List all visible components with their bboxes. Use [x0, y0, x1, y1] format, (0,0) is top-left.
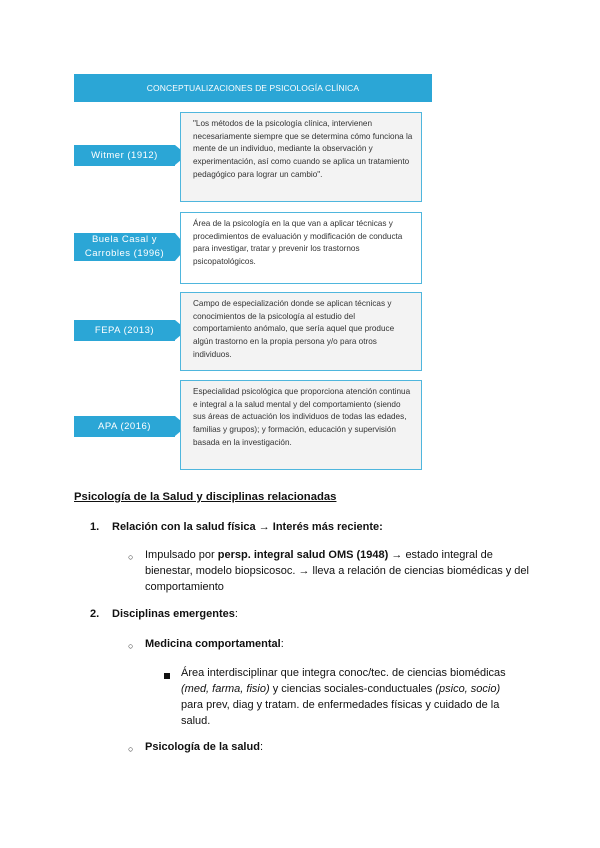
square-bullet — [164, 673, 170, 679]
label-witmer: Witmer (1912) — [74, 145, 175, 166]
definition-apa: Especialidad psicológica que proporciona atención continua e integral a la salud mental y del comportamiento (siendo sus áreas de actuación los individuos de todas las edades, familias y grupos); y formación, educación y supervisión basada en la investigación. — [180, 380, 422, 470]
label-buela-casal: Buela Casal y Carrobles (1996) — [74, 233, 175, 261]
circle-bullet: ○ — [128, 641, 134, 651]
label-apa: APA (2016) — [74, 416, 175, 437]
list-number-2: 2. — [90, 608, 100, 620]
diagram-title: CONCEPTUALIZACIONES DE PSICOLOGÍA CLÍNICA — [74, 74, 432, 102]
detail-t3: para prev, diag y tratam. de enfermedades físicas y cuidado de la salud. — [181, 698, 500, 727]
detail-i2: (psico, socio) — [435, 682, 501, 695]
detail-t1: Área interdisciplinar que integra conoc/tec. de ciencias biomédicas — [181, 667, 506, 679]
detail-t2: y ciencias sociales-conductuales — [269, 682, 436, 695]
list-number-1: 1. — [90, 521, 100, 533]
list-subitem-1 — [145, 548, 530, 596]
list-subitem-psicologia-salud — [145, 740, 530, 756]
definition-witmer: "Los métodos de la psicología clínica, intervienen necesariamente siempre que se determina cómo funciona la mente de un individuo, mediante la observación y experimentación, así como cuando se aplica un tratamiento pedagógico para lograr un cambio". — [180, 112, 422, 202]
sub-post: → estado integral de bienestar, modelo biopsicosoc. → lleva a relación de ciencias biomédicas y del comportamiento — [145, 549, 529, 593]
item2-bold: Disciplinas emergentes — [112, 608, 235, 620]
medicina-rest: : — [280, 638, 284, 650]
item1-rest: más reciente: — [308, 521, 383, 533]
item2-rest: : — [234, 608, 238, 620]
medicina-bold: Medicina comportamental — [145, 638, 281, 650]
list-subitem-medicina — [145, 637, 530, 653]
item1-bold: Relación con la salud física → Interés — [112, 521, 309, 533]
list-item-2 — [112, 607, 532, 623]
psicologia-salud-bold: Psicología de la salud — [145, 741, 260, 753]
circle-bullet: ○ — [128, 744, 134, 754]
definition-buela-casal: Área de la psicología en la que van a aplicar técnicas y procedimientos de evaluación y modificación de conducta para investigar, tratar y prevenir los trastornos psicopatológicos. — [180, 212, 422, 284]
section-heading: Psicología de la Salud y disciplinas relacionadas — [74, 491, 337, 503]
list-detail-medicina — [181, 666, 521, 730]
detail-i1: (med, farma, fisio) — [181, 682, 270, 695]
sub-bold: persp. integral salud OMS (1948) — [217, 549, 389, 561]
label-fepa: FEPA (2013) — [74, 320, 175, 341]
circle-bullet: ○ — [128, 552, 134, 562]
list-item-1 — [112, 520, 532, 536]
sub-pre: Impulsado por — [145, 549, 218, 561]
psicologia-salud-rest: : — [259, 741, 263, 753]
definition-fepa: Campo de especialización donde se aplican técnicas y conocimientos de la psicología al estudio del comportamiento anómalo, que sería aquel que produce algún trastorno en la propia persona y/o para otros individuos. — [180, 292, 422, 371]
